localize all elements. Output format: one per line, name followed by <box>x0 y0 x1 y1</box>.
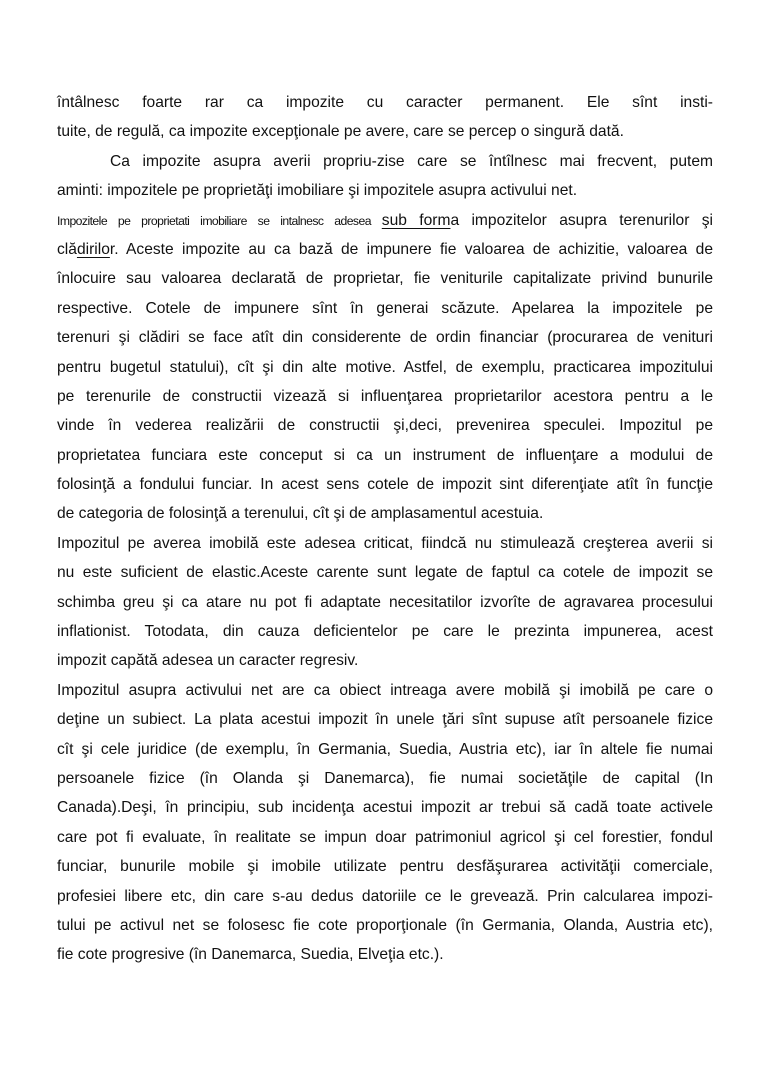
text-line: care pot fi evaluate, în realitate se impun doar patrimoniul agricol şi cel forestier, fondul <box>57 828 713 846</box>
text-line: inflationist. Totodata, din cauza deficientelor pe care le prezinta impunerea, acest <box>57 623 713 641</box>
text-line: proprietatea funciara este conceput si ca un instrument de influenţare a modului de <box>57 446 713 464</box>
text-segment: clă <box>57 240 77 258</box>
underlined-text: dirilo <box>76 240 110 258</box>
text-line: tuite, de regulă, ca impozite excepţionale pe avere, care se percep o singură dată. <box>57 123 624 141</box>
text-line: înlocuire sau valoarea declarată de proprietar, fie veniturile capitalizate privind bunurile <box>57 270 713 288</box>
text-segment: r. Aceste impozite au ca bază de impunere fie valoarea de achizitie, valoarea de <box>109 240 713 258</box>
text-line: funciar, bunurile mobile şi imobile utilizate pentru desfăşurarea activităţii comerciale, <box>57 858 713 876</box>
text-line: vinde în vederea realizării de constructii şi,deci, prevenirea speculei. Impozitul pe <box>57 417 713 435</box>
text-line: profesiei libere etc, din care s-au dedus datoriile ce le grevează. Prin calcularea impozi- <box>57 887 713 905</box>
text-line: Impozitul pe averea imobilă este adesea criticat, fiindcă nu stimulează creşterea averii si <box>57 534 713 552</box>
text-line: impozit capătă adesea un caracter regresiv. <box>57 652 359 670</box>
text-line: schimba greu şi ca atare nu pot fi adaptate necesitatilor izvorîte de agravarea procesului <box>57 593 713 611</box>
text-line: persoanele fizice (în Olanda şi Danemarca), fie numai societăţile de capital (In <box>57 769 713 787</box>
document-page <box>57 88 713 970</box>
text-line: Canada).Deşi, în principiu, sub incidenţa acestui impozit ar trebui să cadă toate activele <box>57 799 713 817</box>
text-line: întâlnesc foarte rar ca impozite cu caracter permanent. Ele sînt insti- <box>57 94 713 111</box>
text-line: cît şi cele juridice (de exemplu, în Germania, Suedia, Austria etc), iar în altele fie numai <box>57 740 713 758</box>
text-line: folosinţă a fondului funciar. In acest sens cotele de impozit sint diferenţiate atît în funcţie <box>57 476 713 494</box>
text-line: nu este suficient de elastic.Aceste carente sunt legate de faptul ca cotele de impozit se <box>57 564 713 582</box>
text-line-mixed <box>57 206 713 235</box>
text-line: pe terenurile de constructii vizează si influenţarea proprietarilor acestora pentru a le <box>57 387 713 405</box>
small-text: Impozitele pe proprietati imobiliare se intalnesc adesea <box>57 213 382 228</box>
text-line: Ca impozite asupra averii propriu-zise care se întîlnesc mai frecvent, putem <box>110 152 713 170</box>
text-line: respective. Cotele de impunere sînt în generai scăzute. Apelarea la impozitele pe <box>57 299 713 317</box>
text-line: pentru bugetul statului), cît şi din alte motive. Astfel, de exemplu, practicarea impozitului <box>57 358 713 376</box>
text-line: Impozitul asupra activului net are ca obiect intreaga avere mobilă şi imobilă pe care o <box>57 681 713 699</box>
text-line: de categoria de folosinţă a terenului, cît şi de amplasamentul acestuia. <box>57 505 544 523</box>
text-line: deţine un subiect. La plata acestui impozit în unele ţări sînt supuse atît persoanele fizice <box>57 711 713 729</box>
underlined-text: sub form <box>381 211 451 229</box>
text-line-mixed <box>57 235 713 264</box>
text-segment: a impozitelor asupra terenurilor şi <box>450 211 713 229</box>
text-line: tului pe activul net se folosesc fie cote proporţionale (în Germania, Olanda, Austria etc), <box>57 916 713 934</box>
text-line: terenuri şi clădiri se face atît din considerente de ordin financiar (procurarea de venituri <box>57 329 713 347</box>
text-line: fie cote progresive (în Danemarca, Suedia, Elveţia etc.). <box>57 946 444 964</box>
text-line: aminti: impozitele pe proprietăţi imobiliare şi impozitele asupra activului net. <box>57 182 578 200</box>
